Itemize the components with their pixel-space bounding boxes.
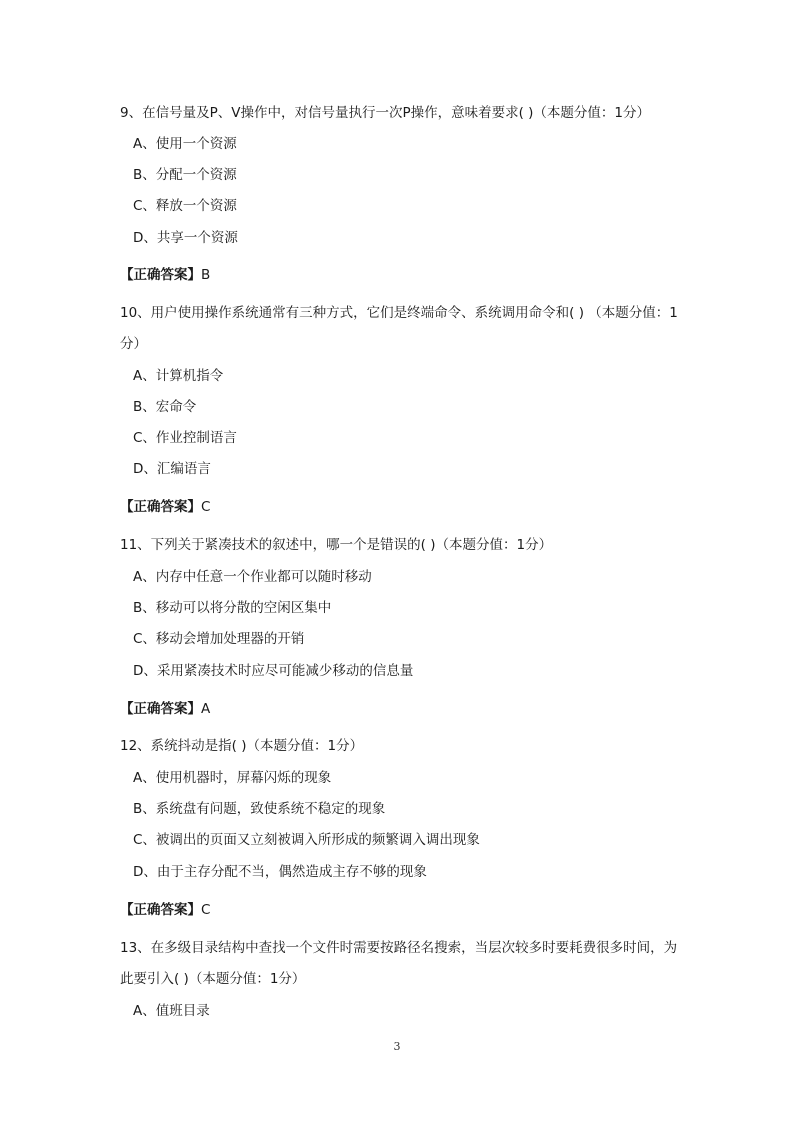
answer-label: 【正确答案】: [120, 902, 201, 918]
question-9-option-a: A、使用一个资源: [133, 136, 237, 152]
question-9-option-d: D、共享一个资源: [133, 230, 238, 246]
question-9-option-c: C、释放一个资源: [133, 198, 237, 214]
page-number: 3: [393, 1040, 401, 1053]
question-12-option-a: A、使用机器时，屏幕闪烁的现象: [133, 770, 332, 786]
question-13-option-a: A、值班目录: [133, 1003, 210, 1019]
answer-value: C: [201, 902, 211, 918]
question-11-option-d: D、采用紧凑技术时应尽可能减少移动的信息量: [133, 663, 414, 679]
answer-label: 【正确答案】: [120, 267, 201, 283]
question-10-option-c: C、作业控制语言: [133, 430, 237, 446]
question-12-option-b: B、系统盘有问题，致使系统不稳定的现象: [133, 801, 386, 817]
answer-label: 【正确答案】: [120, 499, 201, 515]
question-10-text: 10、用户使用操作系统通常有三种方式，它们是终端命令、系统调用命令和( ) （本题分值：1分）: [120, 305, 678, 352]
answer-label: 【正确答案】: [120, 701, 201, 717]
question-10-option-b: B、宏命令: [133, 399, 197, 415]
answer-value: B: [201, 267, 211, 283]
question-9-answer: [120, 265, 210, 285]
question-13-text: 13、在多级目录结构中查找一个文件时需要按路径名搜索，当层次较多时要耗费很多时间，为此要引入( )（本题分值：1分）: [120, 940, 678, 987]
question-9-text: 9、在信号量及P、V操作中，对信号量执行一次P操作，意味着要求( )（本题分值：1分）: [120, 105, 651, 121]
answer-value: C: [201, 499, 211, 515]
question-11-option-a: A、内存中任意一个作业都可以随时移动: [133, 569, 372, 585]
question-12-option-c: C、被调出的页面又立刻被调入所形成的频繁调入调出现象: [133, 832, 480, 848]
question-11-option-b: B、移动可以将分散的空闲区集中: [133, 600, 332, 616]
question-11-answer: [120, 699, 210, 719]
question-12-text: 12、系统抖动是指( )（本题分值：1分）: [120, 738, 364, 754]
answer-value: A: [201, 701, 211, 717]
question-9-option-b: B、分配一个资源: [133, 167, 237, 183]
question-10-option-a: A、计算机指令: [133, 368, 224, 384]
question-10-answer: [120, 497, 210, 517]
question-11-text: 11、下列关于紧凑技术的叙述中，哪一个是错误的( )（本题分值：1分）: [120, 537, 553, 553]
question-12-option-d: D、由于主存分配不当，偶然造成主存不够的现象: [133, 864, 427, 880]
question-11-option-c: C、移动会增加处理器的开销: [133, 631, 305, 647]
question-10-option-d: D、汇编语言: [133, 461, 211, 477]
question-12-answer: [120, 900, 210, 920]
